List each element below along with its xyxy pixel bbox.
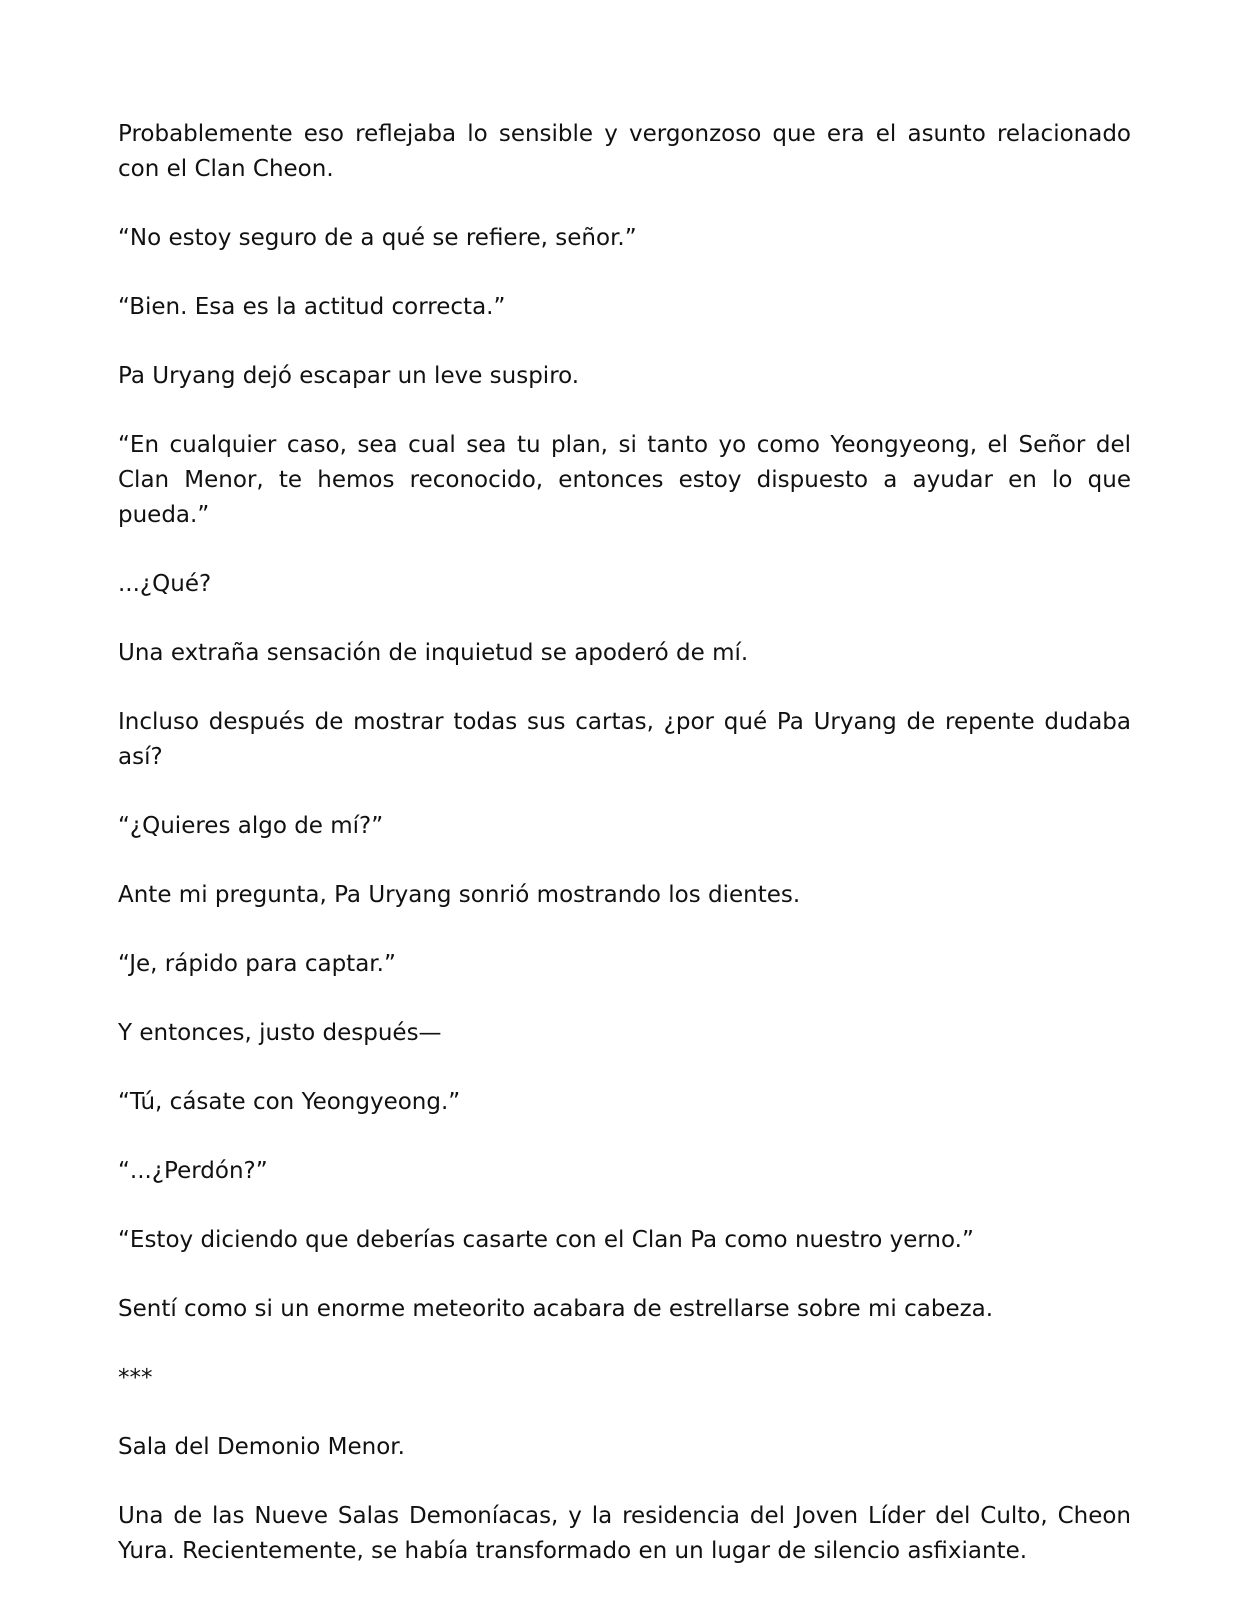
paragraph: Ante mi pregunta, Pa Uryang sonrió mostrando los dientes. <box>118 882 801 908</box>
paragraph: “Estoy diciendo que deberías casarte con el Clan Pa como nuestro yerno.” <box>118 1227 974 1253</box>
document-body <box>118 117 1131 1569</box>
paragraph: “En cualquier caso, sea cual sea tu plan, si tanto yo como Yeongyeong, el Señor del Clan Menor, te hemos reconocido, entonces estoy dispuesto a ayudar en lo que pueda.” <box>118 432 1131 528</box>
paragraph: Pa Uryang dejó escapar un leve suspiro. <box>118 363 580 389</box>
paragraph: “Tú, cásate con Yeongyeong.” <box>118 1089 461 1115</box>
paragraph: “No estoy seguro de a qué se refiere, señor.” <box>118 225 637 251</box>
paragraph: Sala del Demonio Menor. <box>118 1434 405 1460</box>
paragraph: “Je, rápido para captar.” <box>118 951 396 977</box>
paragraph: Una extraña sensación de inquietud se apoderó de mí. <box>118 640 749 666</box>
paragraph: Y entonces, justo después— <box>118 1020 442 1046</box>
paragraph: Incluso después de mostrar todas sus cartas, ¿por qué Pa Uryang de repente dudaba así? <box>118 709 1131 770</box>
paragraph: “...¿Perdón?” <box>118 1158 268 1184</box>
paragraph: “Bien. Esa es la actitud correcta.” <box>118 294 506 320</box>
paragraph: Sentí como si un enorme meteorito acabara de estrellarse sobre mi cabeza. <box>118 1296 994 1322</box>
paragraph: Probablemente eso reflejaba lo sensible y vergonzoso que era el asunto relacionado con el Clan Cheon. <box>118 121 1131 182</box>
scene-break: *** <box>118 1365 153 1391</box>
paragraph: “¿Quieres algo de mí?” <box>118 813 384 839</box>
paragraph: Una de las Nueve Salas Demoníacas, y la residencia del Joven Líder del Culto, Cheon Yura. Recientemente, se había transformado en un lugar de silencio asfixiante. <box>118 1503 1131 1564</box>
paragraph: ...¿Qué? <box>118 571 212 597</box>
